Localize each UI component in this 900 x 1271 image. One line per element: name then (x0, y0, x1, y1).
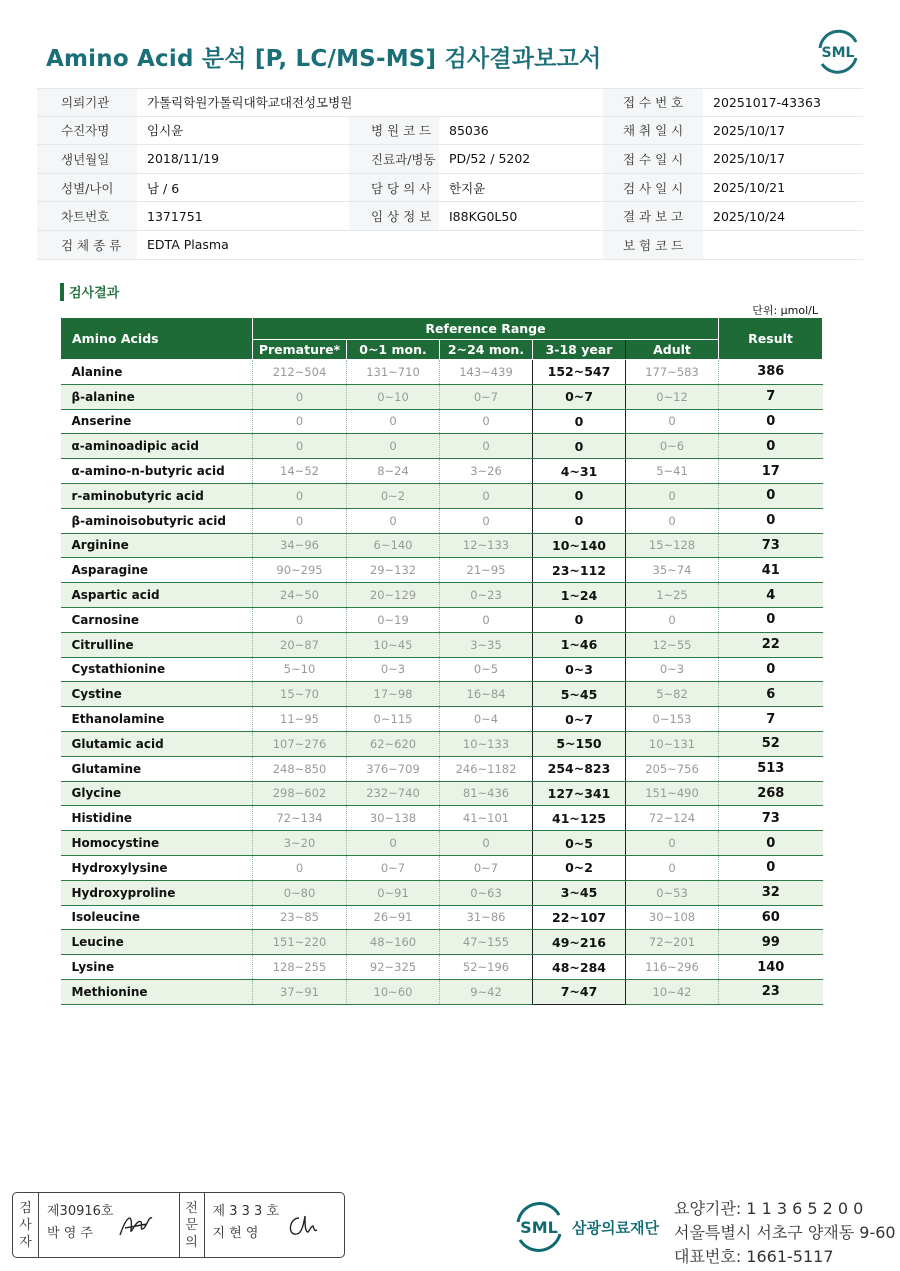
result-value: 6 (719, 682, 823, 707)
reference-range-cell: 0~63 (440, 880, 533, 905)
section-marker (60, 283, 64, 301)
reference-range-cell: 0~3 (347, 657, 440, 682)
info-label: 성별/나이 (37, 174, 137, 202)
result-value: 23 (719, 979, 823, 1004)
info-label: 보 험 코 드 (603, 231, 703, 259)
table-row (61, 731, 823, 756)
reference-range-cell: 10~133 (440, 731, 533, 756)
result-value: 140 (719, 955, 823, 980)
examiner-label-char: 사 (19, 1217, 32, 1233)
reference-range-cell: 131~710 (347, 360, 440, 385)
table-row (61, 632, 823, 657)
org-address: 서울특별시 서초구 양재동 9-60 (674, 1223, 896, 1242)
reference-range-cell: 232~740 (347, 781, 440, 806)
reference-range-cell: 0 (253, 607, 347, 632)
amino-acid-name: Asparagine (61, 558, 253, 583)
sex-age: 남 / 6 (147, 180, 180, 196)
reference-range-cell: 0~53 (626, 880, 719, 905)
reference-range-cell: 0 (440, 607, 533, 632)
result-value: 0 (719, 855, 823, 880)
amino-acid-name: Glutamine (61, 756, 253, 781)
section-title: 검사결과 (69, 286, 120, 301)
table-row (61, 831, 823, 856)
reference-range-cell: 41~101 (440, 806, 533, 831)
table-row (61, 607, 823, 632)
reference-range-cell: 0 (533, 508, 626, 533)
reference-range-cell: 22~107 (533, 905, 626, 930)
reference-range-cell: 177~583 (626, 360, 719, 385)
reference-range-cell: 23~85 (253, 905, 347, 930)
sml-brand-logo-icon (512, 1200, 566, 1254)
reference-range-cell: 90~295 (253, 558, 347, 583)
info-label: 채 취 일 시 (603, 117, 703, 145)
reference-range-cell: 246~1182 (440, 756, 533, 781)
reference-range-cell: 0 (347, 508, 440, 533)
info-label: 결 과 보 고 (603, 202, 703, 230)
table-row (61, 583, 823, 608)
result-value: 513 (719, 756, 823, 781)
info-label: 접 수 일 시 (603, 145, 703, 173)
table-row (61, 483, 823, 508)
result-value: 0 (719, 607, 823, 632)
reference-range-cell: 0~10 (347, 384, 440, 409)
reference-range-cell: 0~6 (626, 434, 719, 459)
reference-range-cell: 49~216 (533, 930, 626, 955)
reference-range-cell: 4~31 (533, 459, 626, 484)
reference-range-cell: 5~45 (533, 682, 626, 707)
reference-range-cell: 0~153 (626, 707, 719, 732)
amino-acid-name: Alanine (61, 360, 253, 385)
examiner-signature-icon (113, 1193, 161, 1257)
specialist-text (205, 1193, 279, 1257)
report-title: Amino Acid 분석 [P, LC/MS-MS] 검사결과보고서 (46, 46, 602, 72)
reference-range-cell: 0 (626, 831, 719, 856)
table-row (61, 806, 823, 831)
reference-range-cell: 10~140 (533, 533, 626, 558)
reference-range-cell: 212~504 (253, 360, 347, 385)
info-label: 담 당 의 사 (349, 174, 439, 202)
table-row (61, 781, 823, 806)
amino-acid-name: Glycine (61, 781, 253, 806)
reference-range-cell: 0~2 (533, 855, 626, 880)
reference-range-cell: 20~87 (253, 632, 347, 657)
reference-range-cell: 62~620 (347, 731, 440, 756)
result-value: 22 (719, 632, 823, 657)
header-amino-acids: Amino Acids (61, 318, 253, 360)
result-value: 60 (719, 905, 823, 930)
reference-range-cell: 11~95 (253, 707, 347, 732)
result-value: 0 (719, 434, 823, 459)
reference-range-cell: 34~96 (253, 533, 347, 558)
reference-range-cell: 0 (253, 409, 347, 434)
reference-range-cell: 3~45 (533, 880, 626, 905)
reference-range-cell: 0 (533, 607, 626, 632)
sml-logo-text: SML (821, 45, 855, 61)
table-row (61, 905, 823, 930)
reference-range-cell: 47~155 (440, 930, 533, 955)
insurance-code (703, 231, 863, 259)
result-value: 268 (719, 781, 823, 806)
reference-range-cell: 116~296 (626, 955, 719, 980)
receipt-number: 20251017-43363 (713, 94, 821, 110)
reference-range-cell: 10~45 (347, 632, 440, 657)
table-row (61, 880, 823, 905)
table-row (61, 930, 823, 955)
table-row (61, 682, 823, 707)
unit-label: 단위: μmol/L (752, 304, 818, 317)
reference-range-cell: 151~220 (253, 930, 347, 955)
result-value: 4 (719, 583, 823, 608)
table-row (61, 409, 823, 434)
reference-range-cell: 30~108 (626, 905, 719, 930)
reference-range-cell: 0~7 (440, 855, 533, 880)
reference-range-cell: 1~46 (533, 632, 626, 657)
reference-range-cell: 10~131 (626, 731, 719, 756)
amino-acid-name: Leucine (61, 930, 253, 955)
examiner-label (13, 1193, 39, 1257)
specialist-label (179, 1193, 205, 1257)
reference-range-cell: 37~91 (253, 979, 347, 1004)
result-value: 41 (719, 558, 823, 583)
reference-range-cell: 14~52 (253, 459, 347, 484)
amino-acid-name: α-aminoadipic acid (61, 434, 253, 459)
collection-date: 2025/10/17 (713, 122, 786, 138)
reference-range-cell: 0 (626, 607, 719, 632)
clinical-info: I88KG0L50 (449, 208, 518, 224)
examiner-label-char: 자 (19, 1234, 32, 1250)
amino-acid-name: Hydroxyproline (61, 880, 253, 905)
info-label: 검 체 종 류 (37, 231, 137, 259)
header-premature: Premature* (253, 340, 347, 360)
reference-range-cell: 16~84 (440, 682, 533, 707)
result-value: 0 (719, 831, 823, 856)
amino-acid-name: Histidine (61, 806, 253, 831)
header-reference-range: Reference Range (253, 318, 719, 340)
header-result: Result (719, 318, 823, 360)
reference-range-cell: 0 (626, 855, 719, 880)
results-body (61, 360, 823, 1005)
reference-range-cell: 72~124 (626, 806, 719, 831)
reference-range-cell: 72~201 (626, 930, 719, 955)
header-0-1-mon: 0~1 mon. (347, 340, 440, 360)
reference-range-cell: 152~547 (533, 360, 626, 385)
amino-acid-name: α-amino-n-butyric acid (61, 459, 253, 484)
header-adult: Adult (626, 340, 719, 360)
org-phone: 대표번호: 1661-5117 (674, 1247, 834, 1266)
reference-range-cell: 1~24 (533, 583, 626, 608)
reference-range-cell: 0 (253, 855, 347, 880)
table-row (61, 955, 823, 980)
amino-acid-name: β-aminoisobutyric acid (61, 508, 253, 533)
reference-range-cell: 3~35 (440, 632, 533, 657)
examiner-block (39, 1193, 179, 1257)
reference-range-cell: 12~133 (440, 533, 533, 558)
info-label: 차트번호 (37, 202, 137, 230)
amino-acid-name: Lysine (61, 955, 253, 980)
reference-range-cell: 298~602 (253, 781, 347, 806)
info-row (37, 231, 863, 260)
reference-range-cell: 48~160 (347, 930, 440, 955)
info-row (37, 145, 863, 174)
reference-range-cell: 15~70 (253, 682, 347, 707)
reference-range-cell: 15~128 (626, 533, 719, 558)
amino-acid-name: Cystine (61, 682, 253, 707)
result-value: 73 (719, 806, 823, 831)
reference-range-cell: 0~3 (533, 657, 626, 682)
reference-range-cell: 3~26 (440, 459, 533, 484)
result-value: 0 (719, 657, 823, 682)
reference-range-cell: 0~7 (347, 855, 440, 880)
amino-acid-name: Hydroxylysine (61, 855, 253, 880)
info-label: 의뢰기관 (37, 89, 137, 116)
reference-range-cell: 0 (440, 831, 533, 856)
info-label: 검 사 일 시 (603, 174, 703, 202)
result-value: 99 (719, 930, 823, 955)
amino-acid-name: r-aminobutyric acid (61, 483, 253, 508)
reference-range-cell: 254~823 (533, 756, 626, 781)
result-value: 52 (719, 731, 823, 756)
info-label: 병 원 코 드 (349, 117, 439, 145)
reference-range-cell: 21~95 (440, 558, 533, 583)
amino-acid-name: Aspartic acid (61, 583, 253, 608)
reference-range-cell: 41~125 (533, 806, 626, 831)
header-2-24-mon: 2~24 mon. (440, 340, 533, 360)
amino-acid-name: Isoleucine (61, 905, 253, 930)
table-row (61, 384, 823, 409)
reference-range-cell: 0 (347, 831, 440, 856)
sml-brand-logo-text: SML (520, 1218, 558, 1237)
info-row (37, 117, 863, 146)
info-row (37, 174, 863, 203)
result-value: 386 (719, 360, 823, 385)
specialist-label-char: 전 (185, 1200, 198, 1216)
info-label: 진료과/병동 (349, 145, 439, 173)
reference-range-cell: 23~112 (533, 558, 626, 583)
info-label: 수진자명 (37, 117, 137, 145)
specimen-type: EDTA Plasma (147, 237, 229, 253)
sml-logo-icon (814, 28, 862, 76)
reference-range-cell: 376~709 (347, 756, 440, 781)
table-row (61, 508, 823, 533)
reference-range-cell: 52~196 (440, 955, 533, 980)
specialist-name: 지 현 영 (212, 1226, 259, 1241)
result-value: 73 (719, 533, 823, 558)
reference-range-cell: 0~23 (440, 583, 533, 608)
specialist-block (205, 1193, 345, 1257)
result-value: 0 (719, 508, 823, 533)
reference-range-cell: 30~138 (347, 806, 440, 831)
reference-range-cell: 8~24 (347, 459, 440, 484)
reference-range-cell: 0 (626, 508, 719, 533)
reference-range-cell: 151~490 (626, 781, 719, 806)
amino-acid-name: Glutamic acid (61, 731, 253, 756)
info-row (37, 202, 863, 231)
table-row (61, 558, 823, 583)
specialist-label-char: 문 (185, 1217, 198, 1233)
reference-range-cell: 10~60 (347, 979, 440, 1004)
reference-range-cell: 0 (440, 508, 533, 533)
department-ward: PD/52 / 5202 (449, 151, 531, 167)
org-code: 요양기관: 1 1 3 6 5 2 0 0 (674, 1199, 864, 1218)
reference-range-cell: 5~41 (626, 459, 719, 484)
amino-acid-name: Citrulline (61, 632, 253, 657)
reference-range-cell: 0 (253, 508, 347, 533)
info-label: 접 수 번 호 (603, 89, 703, 116)
reference-range-cell: 0 (347, 409, 440, 434)
organization-info (674, 1197, 896, 1269)
reference-range-cell: 0 (253, 434, 347, 459)
reference-range-cell: 7~47 (533, 979, 626, 1004)
amino-acid-name: β-alanine (61, 384, 253, 409)
reference-range-cell: 31~86 (440, 905, 533, 930)
requesting-institution: 가톨릭학원가톨릭대학교대전성모병원 (147, 95, 353, 111)
section-header (60, 282, 119, 301)
reference-range-cell: 107~276 (253, 731, 347, 756)
table-row (61, 979, 823, 1004)
reference-range-cell: 248~850 (253, 756, 347, 781)
reference-range-cell: 143~439 (440, 360, 533, 385)
patient-name: 임시윤 (147, 123, 184, 139)
info-row (37, 88, 863, 117)
reference-range-cell: 0 (347, 434, 440, 459)
reference-range-cell: 0~91 (347, 880, 440, 905)
amino-acid-name: Anserine (61, 409, 253, 434)
reference-range-cell: 20~129 (347, 583, 440, 608)
reference-range-cell: 0~3 (626, 657, 719, 682)
reference-range-cell: 29~132 (347, 558, 440, 583)
reference-range-cell: 1~25 (626, 583, 719, 608)
reference-range-cell: 0~115 (347, 707, 440, 732)
chart-number: 1371751 (147, 208, 203, 224)
reference-range-cell: 0 (440, 483, 533, 508)
amino-acid-name: Ethanolamine (61, 707, 253, 732)
reference-range-cell: 0 (626, 409, 719, 434)
table-row (61, 360, 823, 385)
reference-range-cell: 0~5 (533, 831, 626, 856)
reference-range-cell: 17~98 (347, 682, 440, 707)
amino-acid-name: Cystathionine (61, 657, 253, 682)
reference-range-cell: 5~150 (533, 731, 626, 756)
amino-acid-name: Methionine (61, 979, 253, 1004)
hospital-code: 85036 (449, 122, 489, 138)
brand (512, 1200, 659, 1254)
reference-range-cell: 0 (253, 384, 347, 409)
reference-range-cell: 5~82 (626, 682, 719, 707)
reference-range-cell: 72~134 (253, 806, 347, 831)
specialist-license-number: 제 3 3 3 호 (212, 1204, 279, 1219)
test-date: 2025/10/21 (713, 180, 786, 196)
specialist-signature-icon (279, 1193, 327, 1257)
result-value: 7 (719, 707, 823, 732)
reference-range-cell: 205~756 (626, 756, 719, 781)
amino-acid-name: Arginine (61, 533, 253, 558)
receipt-date: 2025/10/17 (713, 151, 786, 167)
reference-range-cell: 0 (440, 434, 533, 459)
results-table (60, 317, 823, 1005)
examiner-license-number: 제30916호 (47, 1204, 114, 1219)
reference-range-cell: 48~284 (533, 955, 626, 980)
reference-range-cell: 0 (533, 409, 626, 434)
reference-range-cell: 0 (533, 483, 626, 508)
reference-range-cell: 0~19 (347, 607, 440, 632)
result-value: 32 (719, 880, 823, 905)
reference-range-cell: 5~10 (253, 657, 347, 682)
table-row (61, 657, 823, 682)
info-label: 임 상 정 보 (349, 202, 439, 230)
examiner-label-char: 검 (19, 1200, 32, 1216)
table-row (61, 434, 823, 459)
reference-range-cell: 26~91 (347, 905, 440, 930)
reference-range-cell: 0~80 (253, 880, 347, 905)
specialist-label-char: 의 (185, 1234, 198, 1250)
info-label: 생년월일 (37, 145, 137, 173)
amino-acid-name: Homocystine (61, 831, 253, 856)
table-row (61, 855, 823, 880)
result-value: 0 (719, 409, 823, 434)
signature-stamp (12, 1192, 345, 1258)
reference-range-cell: 0 (626, 483, 719, 508)
reference-range-cell: 12~55 (626, 632, 719, 657)
brand-name: 삼광의료재단 (572, 1218, 659, 1237)
table-row (61, 533, 823, 558)
patient-info-table (37, 88, 863, 260)
examiner-text (39, 1193, 113, 1257)
reference-range-cell: 0~2 (347, 483, 440, 508)
reference-range-cell: 0~7 (533, 384, 626, 409)
reference-range-cell: 81~436 (440, 781, 533, 806)
reference-range-cell: 128~255 (253, 955, 347, 980)
result-value: 0 (719, 483, 823, 508)
reference-range-cell: 0~7 (533, 707, 626, 732)
attending-doctor: 한지윤 (449, 180, 486, 196)
reference-range-cell: 127~341 (533, 781, 626, 806)
reference-range-cell: 0 (533, 434, 626, 459)
reference-range-cell: 24~50 (253, 583, 347, 608)
result-value: 17 (719, 459, 823, 484)
reference-range-cell: 0~4 (440, 707, 533, 732)
reference-range-cell: 0~12 (626, 384, 719, 409)
reference-range-cell: 0 (253, 483, 347, 508)
reference-range-cell: 35~74 (626, 558, 719, 583)
report-date: 2025/10/24 (713, 208, 786, 224)
table-row (61, 707, 823, 732)
table-row (61, 459, 823, 484)
examiner-name: 박 영 주 (47, 1226, 93, 1241)
reference-range-cell: 0~7 (440, 384, 533, 409)
amino-acid-name: Carnosine (61, 607, 253, 632)
header-3-18-year: 3-18 year (533, 340, 626, 360)
table-row (61, 756, 823, 781)
reference-range-cell: 3~20 (253, 831, 347, 856)
reference-range-cell: 9~42 (440, 979, 533, 1004)
birth-date: 2018/11/19 (147, 151, 220, 167)
reference-range-cell: 6~140 (347, 533, 440, 558)
reference-range-cell: 0 (440, 409, 533, 434)
reference-range-cell: 92~325 (347, 955, 440, 980)
result-value: 7 (719, 384, 823, 409)
reference-range-cell: 10~42 (626, 979, 719, 1004)
reference-range-cell: 0~5 (440, 657, 533, 682)
